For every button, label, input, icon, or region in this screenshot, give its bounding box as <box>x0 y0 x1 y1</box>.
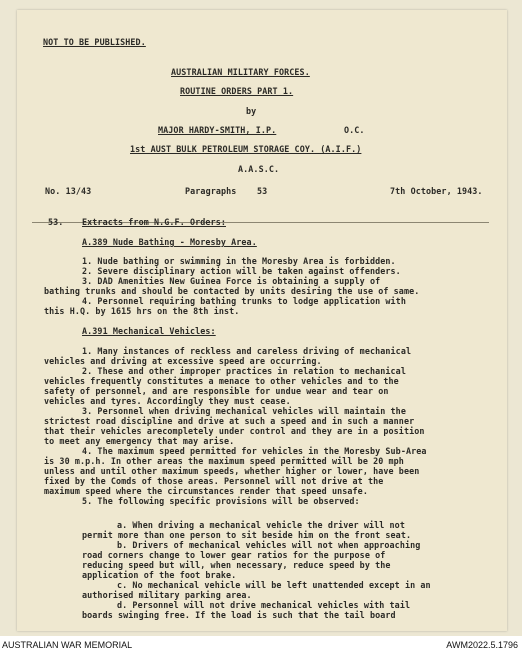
body-line: this H.Q. by 1615 hrs on the 8th inst. <box>44 306 240 316</box>
document-page <box>17 10 507 631</box>
restriction-notice: NOT TO BE PUBLISHED. <box>43 37 146 47</box>
body-line: reducing speed but will, when necessary, reduce speed by the <box>82 560 391 570</box>
body-line: unless and until other maximum speeds, whether higher or lower, have been <box>44 466 420 476</box>
body-line: b. Drivers of mechanical vehicles will not when approaching <box>117 540 421 550</box>
orders-title: ROUTINE ORDERS PART 1. <box>180 86 294 96</box>
officer-role: O.C. <box>344 125 365 135</box>
body-line: 3. DAD Amenities New Guinea Force is obtaining a supply of <box>82 276 381 286</box>
body-line: to meet any emergency that may arise. <box>44 436 235 446</box>
body-line: 1. Nude bathing or swimming in the Moresby Area is forbidden. <box>82 256 396 266</box>
body-line: boards swinging free. If the load is such that the tail board <box>82 610 396 620</box>
body-line: safety of personnel, and are responsible for undue wear and tear on <box>44 386 389 396</box>
body-line: maximum speed where the circumstances render that speed unsafe. <box>44 486 368 496</box>
order-number: No. 13/43 <box>45 186 92 196</box>
body-line: vehicles frequently constitutes a menace to other vehicles and to the <box>44 376 399 386</box>
body-line: fixed by the Comds of those areas. Personnel will not drive at the <box>44 476 384 486</box>
body-line: 5. The following specific provisions will be observed: <box>82 496 360 506</box>
section-title: Extracts from N.G.F. Orders: <box>82 217 226 227</box>
subsection-title: A.391 Mechanical Vehicles: <box>82 326 216 336</box>
unit-name: 1st AUST BULK PETROLEUM STORAGE COY. (A.I.F.) <box>130 144 362 154</box>
paragraphs-label: Paragraphs <box>185 186 237 196</box>
body-line: 3. Personnel when driving mechanical vehicles will maintain the <box>82 406 406 416</box>
body-line: application of the foot brake. <box>82 570 237 580</box>
body-line: c. No mechanical vehicle will be left unattended except in an <box>117 580 431 590</box>
body-line: vehicles and tyres. Accordingly they must cease. <box>44 396 291 406</box>
officer-name: MAJOR HARDY-SMITH, I.P. <box>158 125 277 135</box>
corps-name: A.A.S.C. <box>238 164 280 174</box>
order-date: 7th October, 1943. <box>390 186 483 196</box>
body-line: road corners change to lower gear ratios for the purpose of <box>82 550 386 560</box>
body-line: that their vehicles arecompletely under control and they are in a position <box>44 426 425 436</box>
by-text: by <box>246 106 257 116</box>
body-line: is 30 m.p.h. In other areas the maximum speed permitted will be 20 mph <box>44 456 404 466</box>
body-line: 1. Many instances of reckless and careless driving of mechanical <box>82 346 412 356</box>
section-number: 53. <box>48 217 64 227</box>
body-line: a. When driving a mechanical vehicle the driver will not <box>117 520 405 530</box>
force-heading: AUSTRALIAN MILITARY FORCES. <box>171 67 310 77</box>
body-line: 2. These and other improper practices in relation to mechanical <box>82 366 406 376</box>
subsection-title: A.389 Nude Bathing - Moresby Area. <box>82 237 257 247</box>
body-line: vehicles and driving at excessive speed are occurring. <box>44 356 322 366</box>
body-line: bathing trunks and should be contacted by units desiring the use of same. <box>44 286 420 296</box>
body-line: permit more than one person to sit beside him on the front seat. <box>82 530 412 540</box>
footer-institution: AUSTRALIAN WAR MEMORIAL <box>2 640 133 650</box>
paragraphs-number: 53 <box>257 186 268 196</box>
body-line: 2. Severe disciplinary action will be taken against offenders. <box>82 266 401 276</box>
body-line: 4. Personnel requiring bathing trunks to lodge application with <box>82 296 406 306</box>
body-line: 4. The maximum speed permitted for vehicles in the Moresby Sub-Area <box>82 446 427 456</box>
body-line: strictest road discipline and drive at such a speed and in such a manner <box>44 416 415 426</box>
body-line: authorised military parking area. <box>82 590 252 600</box>
body-line: d. Personnel will not drive mechanical vehicles with tail <box>117 600 411 610</box>
footer-accession-number: AWM2022.5.1796 <box>446 640 518 650</box>
